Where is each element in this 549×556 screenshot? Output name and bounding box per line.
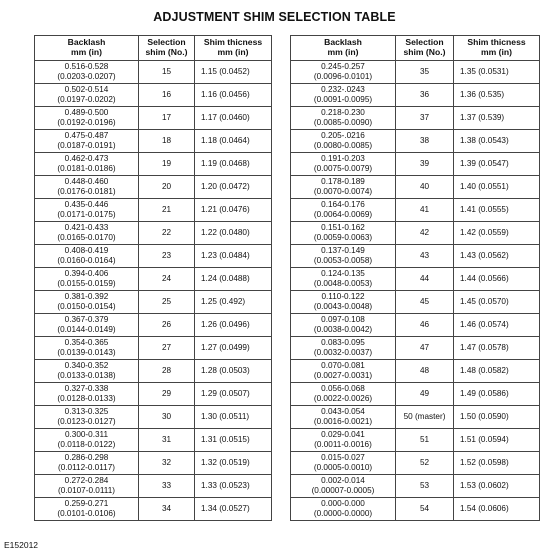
shim-thickness-cell: 1.46 (0.0574) (454, 314, 540, 337)
backlash-cell (35, 452, 139, 475)
shim-thickness-cell: 1.49 (0.0586) (454, 383, 540, 406)
backlash-mm: 0.259-0.271 (64, 499, 109, 509)
selection-shim-cell: 41 (396, 199, 454, 222)
table-row (35, 475, 272, 498)
backlash-cell (35, 222, 139, 245)
shim-thickness-cell: 1.25 (0.492) (195, 291, 272, 314)
backlash-in: (0.0139-0.0143) (57, 348, 116, 357)
selection-shim-cell: 47 (396, 337, 454, 360)
header-backlash: Backlash mm (in) (35, 36, 139, 61)
table-row (35, 84, 272, 107)
shim-thickness-cell: 1.36 (0.535) (454, 84, 540, 107)
backlash-mm: 0.435-0.446 (64, 200, 109, 210)
selection-shim-cell: 24 (139, 268, 195, 291)
selection-shim-cell: 27 (139, 337, 195, 360)
backlash-in: (0.0075-0.0079) (313, 164, 373, 173)
selection-shim-cell: 45 (396, 291, 454, 314)
selection-shim-cell: 48 (396, 360, 454, 383)
shim-thickness-cell: 1.24 (0.0488) (195, 268, 272, 291)
backlash-mm: 0.110-0.122 (321, 292, 365, 302)
selection-shim-cell: 21 (139, 199, 195, 222)
table-row (291, 130, 540, 153)
backlash-cell (291, 406, 396, 429)
figure-id: E152012 (4, 540, 39, 550)
selection-shim-cell: 26 (139, 314, 195, 337)
backlash-in: (0.0192-0.0196) (57, 118, 116, 127)
shim-thickness-cell: 1.48 (0.0582) (454, 360, 540, 383)
shim-thickness-cell: 1.30 (0.0511) (195, 406, 272, 429)
table-row (35, 176, 272, 199)
backlash-cell (35, 130, 139, 153)
backlash-in: (0.0032-0.0037) (313, 348, 373, 357)
table-row (291, 452, 540, 475)
backlash-in: (0.0128-0.0133) (57, 394, 116, 403)
table-row (35, 406, 272, 429)
backlash-in: (0.0171-0.0175) (57, 210, 116, 219)
backlash-in: (0.0160-0.0164) (57, 256, 116, 265)
shim-thickness-cell: 1.53 (0.0602) (454, 475, 540, 498)
backlash-mm: 0.124-0.135 (321, 269, 365, 279)
table-row (291, 291, 540, 314)
backlash-mm: 0.286-0.298 (64, 453, 109, 463)
backlash-mm: 0.097-0.108 (321, 315, 365, 325)
backlash-cell (35, 475, 139, 498)
backlash-cell (35, 337, 139, 360)
backlash-cell (291, 268, 396, 291)
backlash-in: (0.0203-0.0207) (57, 72, 116, 81)
table-header-row (291, 36, 540, 61)
selection-shim-cell: 15 (139, 61, 195, 84)
selection-shim-cell: 29 (139, 383, 195, 406)
backlash-in: (0.0187-0.0191) (57, 141, 116, 150)
shim-thickness-cell: 1.22 (0.0480) (195, 222, 272, 245)
backlash-cell (291, 199, 396, 222)
backlash-in: (0.0112-0.0117) (57, 463, 116, 472)
table-row (291, 383, 540, 406)
header-shim-thickness: Shim thicness mm (in) (195, 36, 272, 61)
backlash-in: (0.0048-0.0053) (313, 279, 373, 288)
backlash-in: (0.0085-0.0090) (313, 118, 373, 127)
selection-shim-cell: 51 (396, 429, 454, 452)
backlash-in: (0.0000-0.0000) (313, 509, 373, 518)
backlash-cell (35, 383, 139, 406)
shim-thickness-cell: 1.42 (0.0559) (454, 222, 540, 245)
selection-shim-cell: 40 (396, 176, 454, 199)
selection-shim-cell: 35 (396, 61, 454, 84)
shim-table-left (34, 35, 272, 521)
backlash-in: (0.0091-0.0095) (313, 95, 373, 104)
selection-shim-cell: 53 (396, 475, 454, 498)
backlash-cell (291, 452, 396, 475)
selection-shim-cell: 54 (396, 498, 454, 521)
table-row (35, 360, 272, 383)
table-row (291, 360, 540, 383)
selection-shim-cell: 50 (master) (396, 406, 454, 429)
shim-thickness-cell: 1.45 (0.0570) (454, 291, 540, 314)
table-row (291, 222, 540, 245)
backlash-mm: 0.151-0.162 (321, 223, 365, 233)
backlash-in: (0.0096-0.0101) (313, 72, 373, 81)
shim-thickness-cell: 1.17 (0.0460) (195, 107, 272, 130)
backlash-cell (35, 498, 139, 521)
backlash-mm: 0.367-0.379 (64, 315, 109, 325)
backlash-in: (0.0144-0.0149) (57, 325, 116, 334)
backlash-cell (291, 314, 396, 337)
backlash-in: (0.0133-0.0138) (57, 371, 116, 380)
backlash-in: (0.0123-0.0127) (57, 417, 116, 426)
backlash-mm: 0.245-0.257 (321, 62, 365, 72)
table-row (35, 291, 272, 314)
shim-thickness-cell: 1.44 (0.0566) (454, 268, 540, 291)
shim-thickness-cell: 1.37 (0.539) (454, 107, 540, 130)
backlash-cell (35, 314, 139, 337)
backlash-cell (291, 245, 396, 268)
backlash-in: (0.0005-0.0010) (313, 463, 373, 472)
table-row (291, 498, 540, 521)
backlash-in: (0.0101-0.0106) (57, 509, 116, 518)
selection-shim-cell: 20 (139, 176, 195, 199)
backlash-cell (35, 245, 139, 268)
shim-thickness-cell: 1.27 (0.0499) (195, 337, 272, 360)
backlash-cell (35, 199, 139, 222)
table-row (35, 107, 272, 130)
table-row (291, 107, 540, 130)
backlash-in: (0.0022-0.0026) (313, 394, 373, 403)
backlash-in: (0.0080-0.0085) (313, 141, 373, 150)
shim-thickness-cell: 1.20 (0.0472) (195, 176, 272, 199)
backlash-mm: 0.070-0.081 (321, 361, 365, 371)
shim-thickness-cell: 1.43 (0.0562) (454, 245, 540, 268)
shim-thickness-cell: 1.34 (0.0527) (195, 498, 272, 521)
backlash-mm: 0.178-0.189 (321, 177, 365, 187)
table-row (291, 406, 540, 429)
backlash-cell (35, 176, 139, 199)
selection-shim-cell: 22 (139, 222, 195, 245)
shim-thickness-cell: 1.18 (0.0464) (195, 130, 272, 153)
selection-shim-cell: 46 (396, 314, 454, 337)
shim-thickness-cell: 1.47 (0.0578) (454, 337, 540, 360)
backlash-mm: 0.489-0.500 (64, 108, 109, 118)
table-row (291, 475, 540, 498)
backlash-cell (291, 84, 396, 107)
shim-thickness-cell: 1.26 (0.0496) (195, 314, 272, 337)
selection-shim-cell: 49 (396, 383, 454, 406)
backlash-mm: 0.083-0.095 (321, 338, 365, 348)
selection-shim-cell: 34 (139, 498, 195, 521)
shim-thickness-cell: 1.19 (0.0468) (195, 153, 272, 176)
backlash-in: (0.0176-0.0181) (57, 187, 116, 196)
backlash-mm: 0.475-0.487 (64, 131, 109, 141)
table-row (291, 429, 540, 452)
selection-shim-cell: 38 (396, 130, 454, 153)
table-row (35, 222, 272, 245)
header-backlash: Backlash mm (in) (291, 36, 396, 61)
table-row (291, 314, 540, 337)
selection-shim-cell: 19 (139, 153, 195, 176)
shim-thickness-cell: 1.40 (0.0551) (454, 176, 540, 199)
page-title: ADJUSTMENT SHIM SELECTION TABLE (153, 10, 396, 24)
backlash-cell (291, 475, 396, 498)
backlash-cell (35, 268, 139, 291)
backlash-in: (0.0053-0.0058) (313, 256, 373, 265)
backlash-mm: 0.002-0.014 (321, 476, 365, 486)
selection-shim-cell: 31 (139, 429, 195, 452)
shim-thickness-cell: 1.39 (0.0547) (454, 153, 540, 176)
header-selection-shim: Selection shim (No.) (139, 36, 195, 61)
table-row (35, 498, 272, 521)
table-row (291, 153, 540, 176)
table-row (291, 337, 540, 360)
backlash-cell (35, 291, 139, 314)
shim-thickness-cell: 1.29 (0.0507) (195, 383, 272, 406)
table-row (291, 61, 540, 84)
backlash-in: (0.0155-0.0159) (57, 279, 116, 288)
backlash-mm: 0.340-0.352 (64, 361, 109, 371)
table-row (35, 452, 272, 475)
backlash-cell (291, 383, 396, 406)
selection-shim-cell: 18 (139, 130, 195, 153)
backlash-mm: 0.354-0.365 (64, 338, 109, 348)
shim-thickness-cell: 1.52 (0.0598) (454, 452, 540, 475)
backlash-mm: 0.408-0.419 (64, 246, 109, 256)
header-shim-thickness: Shim thicness mm (in) (454, 36, 540, 61)
backlash-mm: 0.502-0.514 (64, 85, 109, 95)
backlash-cell (35, 360, 139, 383)
selection-shim-cell: 33 (139, 475, 195, 498)
shim-thickness-cell: 1.50 (0.0590) (454, 406, 540, 429)
backlash-mm: 0.448-0.460 (64, 177, 109, 187)
shim-thickness-cell: 1.28 (0.0503) (195, 360, 272, 383)
selection-shim-cell: 25 (139, 291, 195, 314)
shim-thickness-cell: 1.16 (0.0456) (195, 84, 272, 107)
table-row (291, 268, 540, 291)
selection-shim-cell: 30 (139, 406, 195, 429)
backlash-cell (291, 291, 396, 314)
backlash-cell (35, 61, 139, 84)
backlash-cell (35, 84, 139, 107)
table-row (35, 268, 272, 291)
selection-shim-cell: 36 (396, 84, 454, 107)
shim-thickness-cell: 1.38 (0.0543) (454, 130, 540, 153)
backlash-mm: 0.137-0.149 (321, 246, 365, 256)
table-row (35, 153, 272, 176)
backlash-mm: 0.462-0.473 (64, 154, 109, 164)
selection-shim-cell: 42 (396, 222, 454, 245)
backlash-cell (291, 360, 396, 383)
shim-thickness-cell: 1.15 (0.0452) (195, 61, 272, 84)
backlash-cell (291, 429, 396, 452)
backlash-in: (0.0059-0.0063) (313, 233, 373, 242)
backlash-in: (0.0016-0.0021) (313, 417, 373, 426)
shim-thickness-cell: 1.33 (0.0523) (195, 475, 272, 498)
backlash-mm: 0.394-0.406 (64, 269, 109, 279)
table-row (35, 314, 272, 337)
shim-thickness-cell: 1.31 (0.0515) (195, 429, 272, 452)
shim-thickness-cell: 1.54 (0.0606) (454, 498, 540, 521)
backlash-cell (291, 107, 396, 130)
backlash-cell (35, 153, 139, 176)
selection-shim-cell: 28 (139, 360, 195, 383)
table-row (291, 199, 540, 222)
backlash-cell (291, 153, 396, 176)
selection-shim-cell: 44 (396, 268, 454, 291)
table-row (35, 245, 272, 268)
shim-thickness-cell: 1.21 (0.0476) (195, 199, 272, 222)
backlash-in: (0.0027-0.0031) (313, 371, 373, 380)
backlash-in: (0.0197-0.0202) (57, 95, 116, 104)
backlash-in: (0.0150-0.0154) (57, 302, 116, 311)
selection-shim-cell: 16 (139, 84, 195, 107)
backlash-cell (291, 222, 396, 245)
backlash-mm: 0.164-0.176 (321, 200, 365, 210)
selection-shim-cell: 23 (139, 245, 195, 268)
table-row (35, 130, 272, 153)
backlash-cell (291, 61, 396, 84)
table-row (291, 84, 540, 107)
backlash-in: (0.0165-0.0170) (57, 233, 116, 242)
backlash-mm: 0.327-0.338 (64, 384, 109, 394)
shim-thickness-cell: 1.41 (0.0555) (454, 199, 540, 222)
table-header-row (35, 36, 272, 61)
backlash-mm: 0.232-.0243 (321, 85, 365, 95)
backlash-mm: 0.029-0.041 (321, 430, 365, 440)
backlash-cell (35, 406, 139, 429)
selection-shim-cell: 37 (396, 107, 454, 130)
backlash-mm: 0.313-0.325 (64, 407, 109, 417)
backlash-mm: 0.015-0.027 (321, 453, 365, 463)
backlash-cell (35, 107, 139, 130)
shim-table-right (290, 35, 540, 521)
backlash-mm: 0.516-0.528 (64, 62, 109, 72)
selection-shim-cell: 39 (396, 153, 454, 176)
backlash-in: (0.0070-0.0074) (313, 187, 373, 196)
table-row (291, 245, 540, 268)
backlash-cell (291, 337, 396, 360)
backlash-mm: 0.191-0.203 (321, 154, 365, 164)
table-row (35, 337, 272, 360)
backlash-mm: 0.421-0.433 (64, 223, 109, 233)
backlash-mm: 0.381-0.392 (64, 292, 109, 302)
table-row (291, 176, 540, 199)
backlash-in: (0.0064-0.0069) (313, 210, 373, 219)
backlash-in: (0.0118-0.0122) (57, 440, 116, 449)
backlash-in: (0.00007-0.0005) (311, 486, 375, 495)
backlash-cell (291, 176, 396, 199)
selection-shim-cell: 43 (396, 245, 454, 268)
table-row (35, 383, 272, 406)
backlash-cell (291, 498, 396, 521)
shim-thickness-cell: 1.51 (0.0594) (454, 429, 540, 452)
shim-thickness-cell: 1.23 (0.0484) (195, 245, 272, 268)
selection-shim-cell: 17 (139, 107, 195, 130)
table-row (35, 61, 272, 84)
backlash-in: (0.0043-0.0048) (313, 302, 373, 311)
table-row (35, 199, 272, 222)
backlash-mm: 0.272-0.284 (64, 476, 109, 486)
shim-thickness-cell: 1.32 (0.0519) (195, 452, 272, 475)
table-row (35, 429, 272, 452)
selection-shim-cell: 52 (396, 452, 454, 475)
backlash-mm: 0.043-0.054 (321, 407, 365, 417)
backlash-cell (291, 130, 396, 153)
backlash-cell (35, 429, 139, 452)
backlash-in: (0.0181-0.0186) (57, 164, 116, 173)
shim-thickness-cell: 1.35 (0.0531) (454, 61, 540, 84)
backlash-mm: 0.300-0.311 (64, 430, 109, 440)
backlash-mm: 0.218-0.230 (321, 108, 365, 118)
header-selection-shim: Selection shim (No.) (396, 36, 454, 61)
selection-shim-cell: 32 (139, 452, 195, 475)
backlash-mm: 0.000-0.000 (321, 499, 365, 509)
backlash-in: (0.0038-0.0042) (313, 325, 373, 334)
backlash-in: (0.0107-0.0111) (57, 486, 116, 495)
backlash-mm: 0.056-0.068 (321, 384, 365, 394)
backlash-in: (0.0011-0.0016) (314, 440, 372, 449)
backlash-mm: 0.205-.0216 (321, 131, 365, 141)
